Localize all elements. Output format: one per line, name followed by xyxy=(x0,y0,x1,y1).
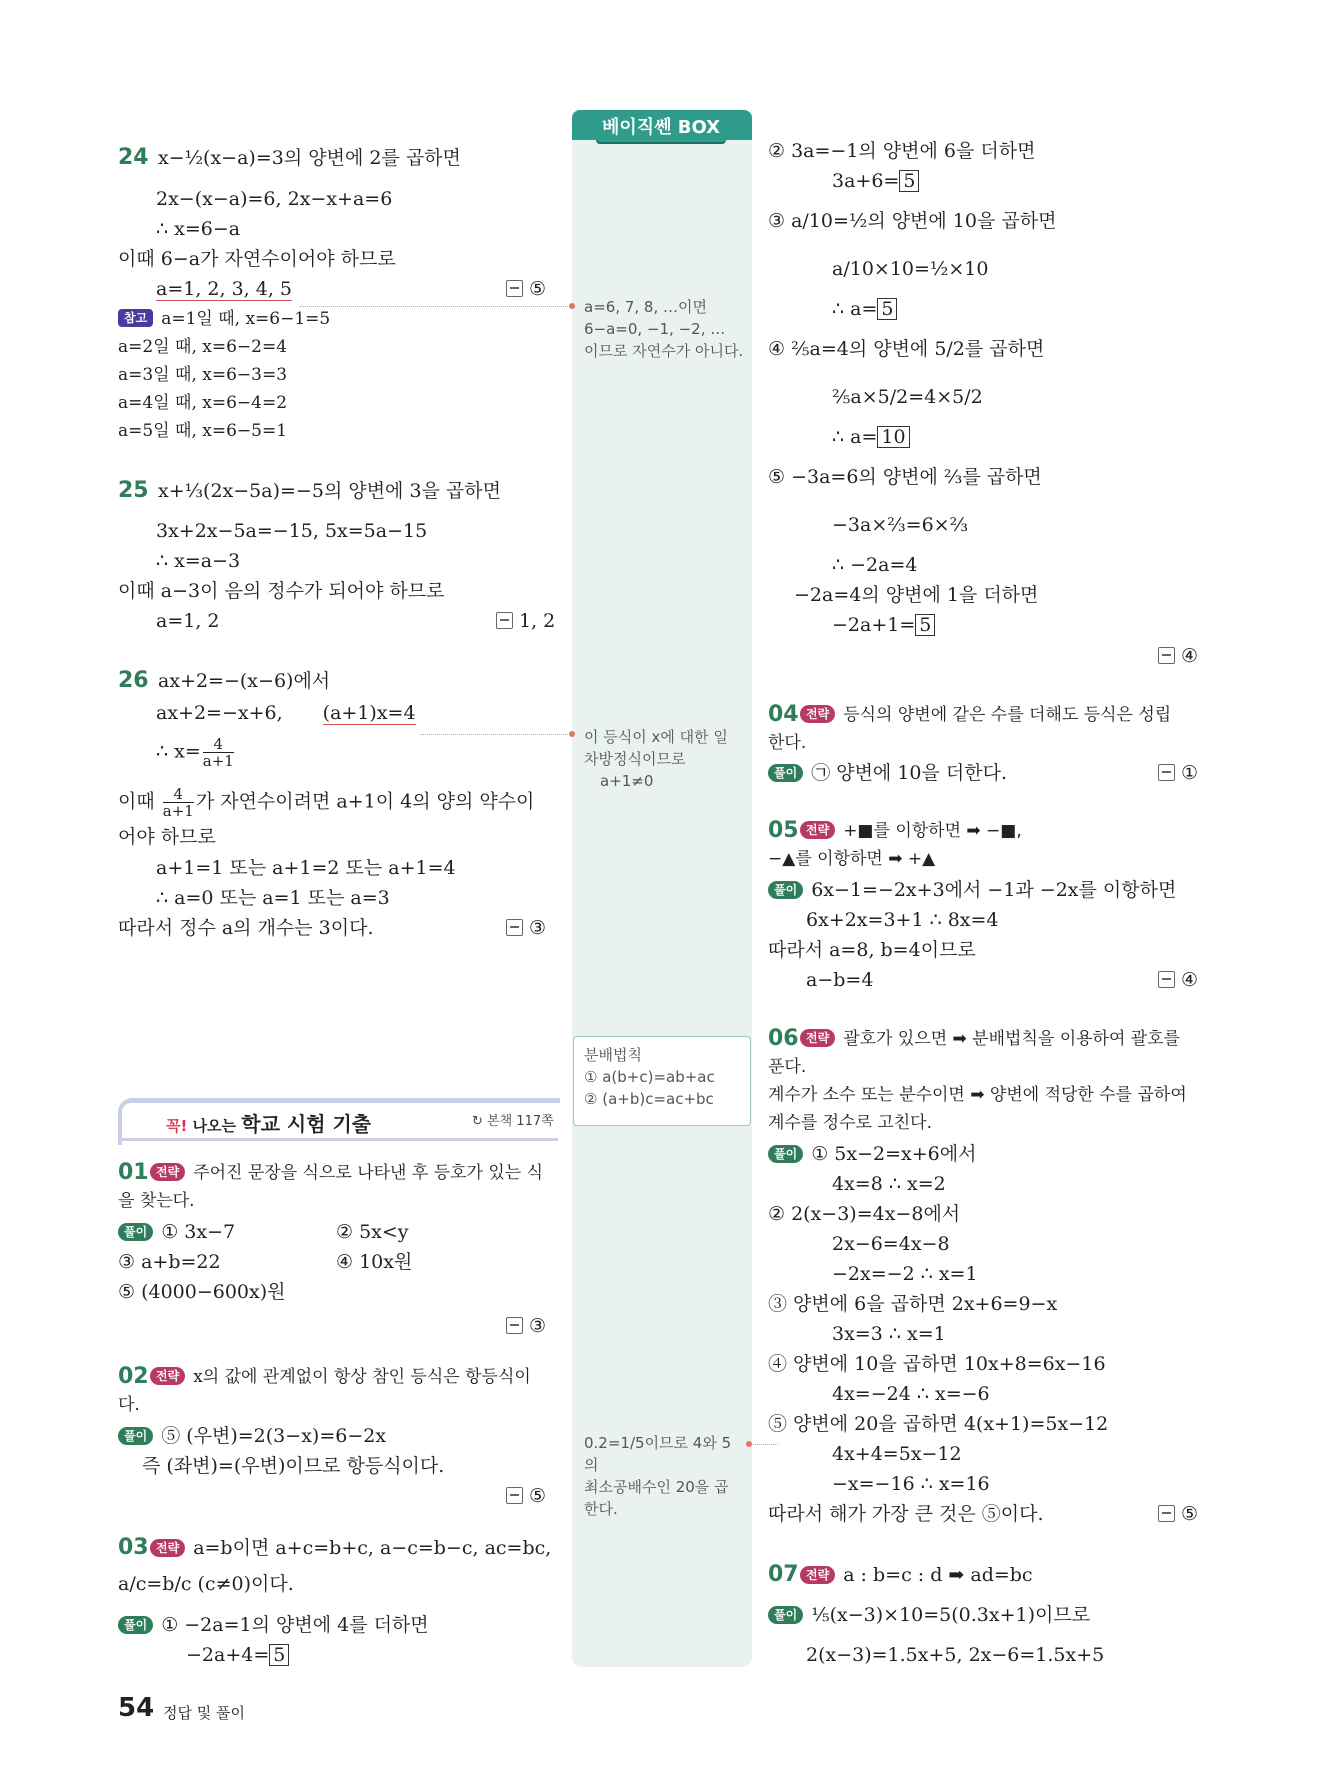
answer-mark: ③ xyxy=(506,1313,546,1339)
solution-tag: 풀이 xyxy=(768,764,803,782)
solution-line: 풀이 ① 5x−2=x+6에서 xyxy=(768,1141,976,1167)
strategy-tag: 전략 xyxy=(800,821,835,839)
solution-line: −3a×⅔=6×⅔ xyxy=(832,514,969,536)
solution-line: 풀이 ㉠ 양변에 10을 더한다. xyxy=(768,760,1007,786)
solution-line: −x=−16 ∴ x=16 xyxy=(832,1473,990,1495)
answer-mark: ① xyxy=(1158,760,1198,786)
solution-line: ④ ⅖a=4의 양변에 5/2를 곱하면 xyxy=(768,338,1045,360)
solution-line: a=1, 2, 3, 4, 5 xyxy=(156,278,293,300)
solution-line: ② 5x<y xyxy=(336,1221,409,1243)
reference-line: 참고 a=1일 때, x=6−1=5 xyxy=(118,306,330,332)
question-number: 07 xyxy=(768,1562,799,1587)
solution-line: a/10×10=½×10 xyxy=(832,258,989,280)
solution-line: 어야 하므로 xyxy=(118,826,216,848)
solution-line: 3a+6= 5 xyxy=(768,168,919,194)
solution-line: x+⅓(2x−5a)=−5의 양변에 3을 곱하면 xyxy=(158,480,501,502)
pointer-dot-2 xyxy=(569,731,575,737)
solution-line: 풀이 ⅕(x−3)×10=5(0.3x+1)이므로 xyxy=(768,1602,1090,1628)
solution-line: 4x=8 ∴ x=2 xyxy=(832,1173,946,1195)
solution-line: 전략 괄호가 있으면 ➡ 분배법칙을 이용하여 괄호를 xyxy=(800,1026,1180,1052)
answer-icon xyxy=(506,1317,523,1334)
solution-line: ⑤ 양변에 20을 곱하면 4(x+1)=5x−12 xyxy=(768,1413,1109,1435)
solution-line: 전략 a : b=c : d ➡ ad=bc xyxy=(800,1562,1033,1588)
solution-line: 한다. xyxy=(768,733,807,753)
answer-mark: 1, 2 xyxy=(496,608,555,634)
solution-line: 따라서 a=8, b=4이므로 xyxy=(768,939,976,961)
refresh-icon: ↻ xyxy=(472,1114,483,1129)
solution-line: ⑤ (4000−600x)원 xyxy=(118,1281,286,1303)
reference-line: a=2일 때, x=6−2=4 xyxy=(118,337,288,357)
solution-line: 계수가 소수 또는 분수이면 ➡ 양변에 적당한 수를 곱하여 xyxy=(768,1085,1187,1105)
solution-line: ∴ a= 10 xyxy=(768,424,910,450)
solution-line: 따라서 정수 a의 개수는 3이다. xyxy=(118,917,374,939)
solution-line: 이때 a−3이 음의 정수가 되어야 하므로 xyxy=(118,580,445,602)
solution-line: −2x=−2 ∴ x=1 xyxy=(832,1263,978,1285)
strategy-tag: 전략 xyxy=(800,1029,835,1047)
strategy-tag: 전략 xyxy=(150,1367,185,1385)
solution-line: ∴ x=a−3 xyxy=(156,550,241,572)
solution-line: 4x=−24 ∴ x=−6 xyxy=(832,1383,990,1405)
answer-icon xyxy=(506,919,523,936)
answer-mark: ⑤ xyxy=(506,1483,546,1509)
strategy-tag: 전략 xyxy=(800,1566,835,1584)
fraction: $\frac{4}{a+1}$ xyxy=(202,735,234,770)
solution-line: 푼다. xyxy=(768,1057,807,1077)
solution-line: 풀이 6x−1=−2x+3에서 −1과 −2x를 이항하면 xyxy=(768,877,1176,903)
question-number: 05 xyxy=(768,818,799,843)
solution-line: −2a+1= 5 xyxy=(768,612,935,638)
box-note-lcm: 0.2=1/5이므로 4와 5의 최소공배수인 20을 곱 한다. xyxy=(584,1434,732,1518)
box-title: 베이직쎈 BOX xyxy=(596,114,726,142)
solution-tag: 풀이 xyxy=(768,1606,803,1624)
solution-line: a/c=b/c (c≠0)이다. xyxy=(118,1573,294,1595)
section-title: 꼭! 나오는 학교 시험 기출 xyxy=(166,1112,372,1136)
answer-box: 5 xyxy=(899,170,919,192)
solution-line: a=1, 2 xyxy=(156,610,220,632)
solution-line: ③ a+b=22 xyxy=(118,1251,221,1273)
answer-mark: ⑤ xyxy=(1158,1501,1198,1527)
reference-tag: 참고 xyxy=(118,309,153,327)
question-number: 03 xyxy=(118,1535,149,1560)
solution-line: 전략 주어진 문장을 식으로 나타낸 후 등호가 있는 식 xyxy=(150,1160,543,1186)
solution-line: ② 3a=−1의 양변에 6을 더하면 xyxy=(768,140,1036,162)
solution-line: 을 찾는다. xyxy=(118,1191,195,1211)
solution-line: 즉 (좌변)=(우변)이므로 항등식이다. xyxy=(142,1455,445,1477)
solution-line: 3x=3 ∴ x=1 xyxy=(832,1323,946,1345)
solution-line: 2(x−3)=1.5x+5, 2x−6=1.5x+5 xyxy=(806,1644,1105,1666)
solution-line: −2a=4의 양변에 1을 더하면 xyxy=(794,584,1039,606)
solution-tag: 풀이 xyxy=(768,881,803,899)
box-note-distributive: 분배법칙 ① a(b+c)=ab+ac ② (a+b)c=ac+bc xyxy=(584,1046,715,1108)
solution-line: ∴ a=0 또는 a=1 또는 a=3 xyxy=(156,887,390,909)
solution-line: ④ 10x원 xyxy=(336,1251,413,1273)
pointer-dot-3 xyxy=(746,1441,752,1447)
solution-line: ③ a/10=½의 양변에 10을 곱하면 xyxy=(768,210,1057,232)
solution-line: 이때 6−a가 자연수이어야 하므로 xyxy=(118,248,396,270)
solution-line: −▲를 이항하면 ➡ +▲ xyxy=(768,849,936,869)
solution-line: ∴ −2a=4 xyxy=(832,554,918,576)
answer-box: 10 xyxy=(877,426,909,448)
reference-line: a=4일 때, x=6−4=2 xyxy=(118,393,288,413)
answer-mark: ④ xyxy=(1158,967,1198,993)
solution-line: 전략 등식의 양변에 같은 수를 더해도 등식은 성립 xyxy=(800,702,1171,728)
answer-mark: ⑤ xyxy=(506,276,546,302)
question-number: 25 xyxy=(118,478,149,503)
solution-line: 풀이 ① 3x−7 xyxy=(118,1219,235,1245)
solution-line: ∴ a= 5 xyxy=(768,296,897,322)
question-number: 04 xyxy=(768,702,799,727)
solution-tag: 풀이 xyxy=(118,1223,153,1241)
question-number: 01 xyxy=(118,1160,149,1185)
solution-line: x−½(x−a)=3의 양변에 2를 곱하면 xyxy=(158,147,461,169)
solution-tag: 풀이 xyxy=(768,1145,803,1163)
solution-line: 전략 a=b이면 a+c=b+c, a−c=b−c, ac=bc, xyxy=(150,1535,551,1561)
answer-icon xyxy=(496,612,513,629)
solution-line: 따라서 해가 가장 큰 것은 ⑤이다. xyxy=(768,1503,1044,1525)
solution-line: ∴ x=6−a xyxy=(156,218,241,240)
solution-line: 4x+4=5x−12 xyxy=(832,1443,962,1465)
question-number: 02 xyxy=(118,1364,149,1389)
answer-icon xyxy=(1158,764,1175,781)
fraction: $\frac{4}{a+1}$ xyxy=(162,785,194,820)
solution-line: 다. xyxy=(118,1395,140,1415)
solution-line: 전략 x의 값에 관계없이 항상 참인 등식은 항등식이 xyxy=(150,1364,531,1390)
solution-line: 2x−6=4x−8 xyxy=(832,1233,950,1255)
solution-line: −2a+4= 5 xyxy=(148,1642,289,1668)
solution-line: 6x+2x=3+1 ∴ 8x=4 xyxy=(806,909,999,931)
answer-icon xyxy=(1158,1505,1175,1522)
solution-line: a+1=1 또는 a+1=2 또는 a+1=4 xyxy=(156,857,456,879)
page-label: 정답 및 풀이 xyxy=(163,1704,245,1722)
strategy-tag: 전략 xyxy=(800,705,835,723)
solution-line: ② 2(x−3)=4x−8에서 xyxy=(768,1203,961,1225)
solution-line: 계수를 정수로 고친다. xyxy=(768,1113,933,1133)
answer-box: 5 xyxy=(877,298,897,320)
solution-tag: 풀이 xyxy=(118,1427,153,1445)
question-number: 06 xyxy=(768,1026,799,1051)
strategy-tag: 전략 xyxy=(150,1539,185,1557)
answer-icon xyxy=(1158,971,1175,988)
solution-line: 2x−(x−a)=6, 2x−x+a=6 xyxy=(156,188,393,210)
solution-line: ax+2=−(x−6)에서 xyxy=(158,670,331,692)
answer-mark: ④ xyxy=(1158,643,1198,669)
pointer-line-1 xyxy=(300,306,572,307)
section-reference: ↻ 본책 117쪽 xyxy=(472,1114,554,1129)
answer-icon xyxy=(506,280,523,297)
solution-tag: 풀이 xyxy=(118,1616,153,1634)
strategy-tag: 전략 xyxy=(150,1163,185,1181)
question-number: 24 xyxy=(118,145,149,170)
answer-box: 5 xyxy=(269,1644,289,1666)
question-number: 26 xyxy=(118,668,149,693)
pointer-dot-1 xyxy=(569,303,575,309)
solution-line: ⑤ −3a=6의 양변에 ⅔를 곱하면 xyxy=(768,466,1042,488)
answer-box: 5 xyxy=(915,614,935,636)
reference-line: a=5일 때, x=6−5=1 xyxy=(118,421,288,441)
answer-icon xyxy=(1158,647,1175,664)
page-number: 54 xyxy=(118,1693,155,1723)
section-banner-bar xyxy=(118,1138,558,1141)
solution-line: 풀이 ⑤ (우변)=2(3−x)=6−2x xyxy=(118,1423,386,1449)
solution-line: 풀이 ① −2a=1의 양변에 4를 더하면 xyxy=(118,1612,429,1638)
solution-line: 3x+2x−5a=−15, 5x=5a−15 xyxy=(156,520,428,542)
solution-line: 이때 $\frac{4}{a+1}$ 가 자연수이려면 a+1이 4의 양의 약수이 xyxy=(118,785,535,820)
solution-line: ∴ x= $\frac{4}{a+1}$ xyxy=(156,735,234,770)
answer-mark: ③ xyxy=(506,915,546,941)
solution-line: ⅖a×5/2=4×5/2 xyxy=(832,386,983,408)
solution-line: 전략 +■를 이항하면 ➡ −■, xyxy=(800,818,1022,844)
answer-icon xyxy=(506,1487,523,1504)
box-note-natural-number: a=6, 7, 8, …이면 6−a=0, −1, −2, … 이므로 자연수가 아니다. xyxy=(584,298,744,360)
solution-line: ax+2=−x+6, (a+1)x=4 xyxy=(156,702,416,724)
box-note-linear-equation: 이 등식이 x에 대한 일 차방정식이므로 a+1≠0 xyxy=(584,728,728,790)
solution-line: ④ 양변에 10을 곱하면 10x+8=6x−16 xyxy=(768,1353,1106,1375)
solution-line: a−b=4 xyxy=(806,969,874,991)
reference-line: a=3일 때, x=6−3=3 xyxy=(118,365,288,385)
pointer-line-2 xyxy=(420,734,572,735)
solution-line: ③ 양변에 6을 곱하면 2x+6=9−x xyxy=(768,1293,1058,1315)
